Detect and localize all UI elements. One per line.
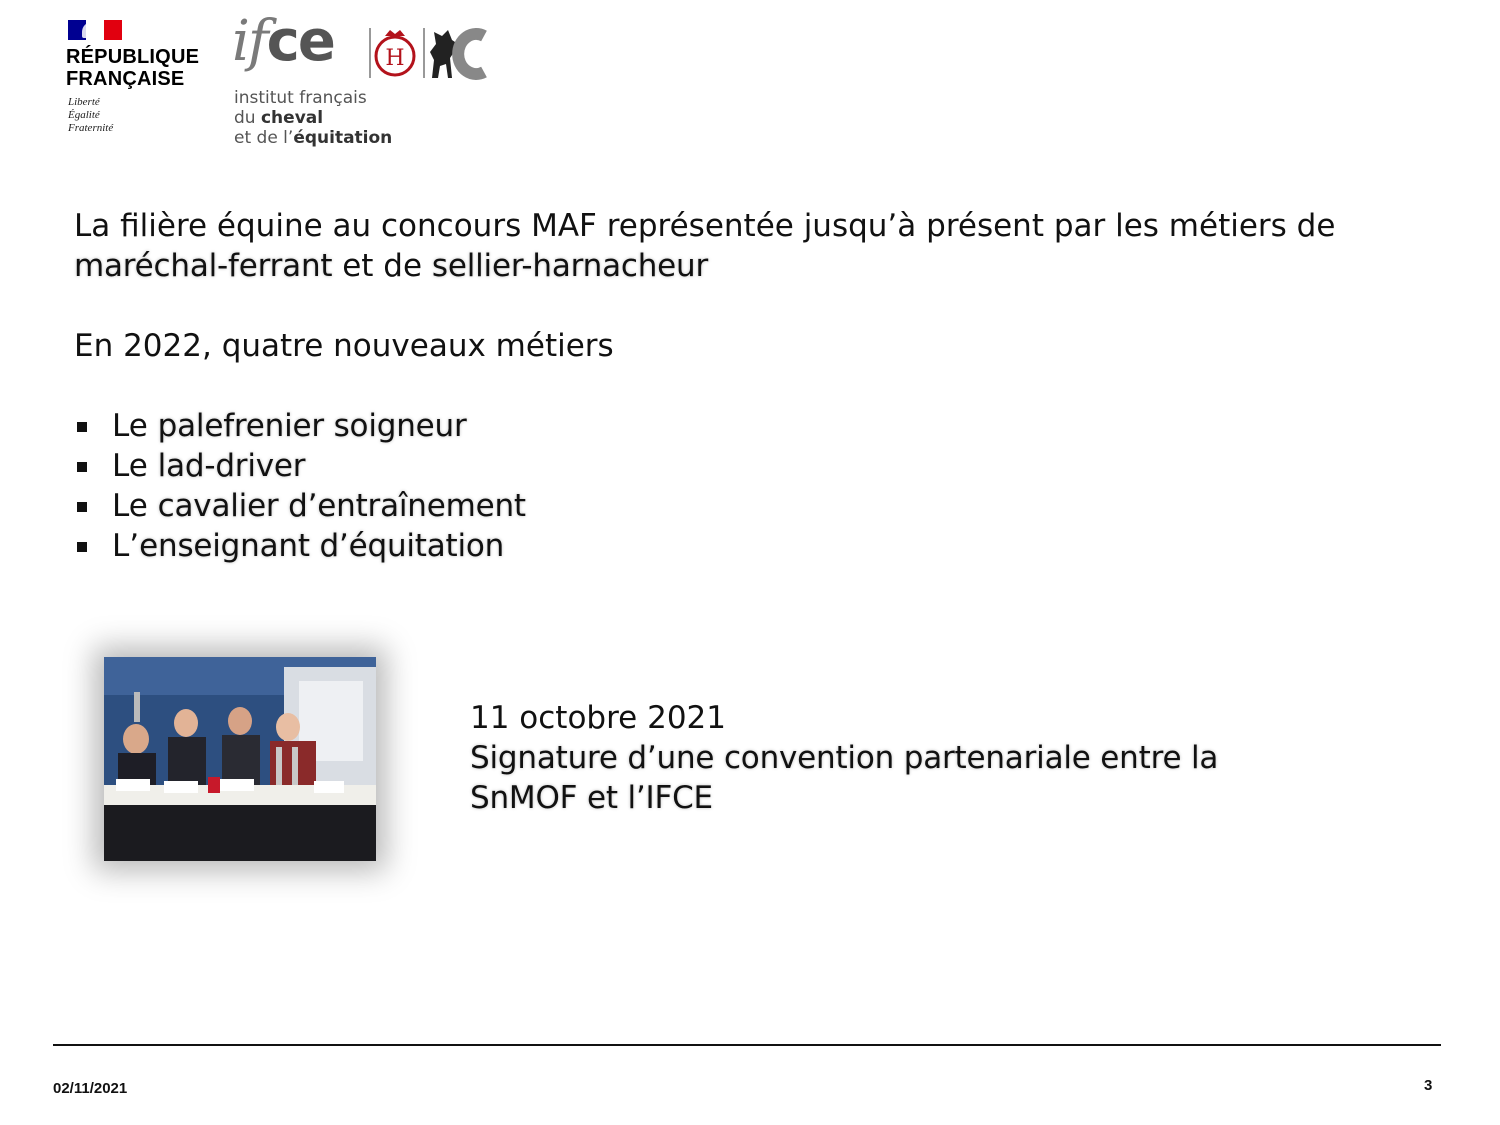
ifce-emblems xyxy=(368,22,494,84)
signing-photo-illustration xyxy=(104,657,376,861)
item-name: enseignant d’équitation xyxy=(139,528,505,564)
signing-photo xyxy=(104,657,376,861)
item-prefix: L’ xyxy=(112,528,140,564)
ifce-line2-bold: cheval xyxy=(260,108,324,128)
ifce-subtitle-line2 xyxy=(234,108,323,128)
ifce-line3-pre: et de l’ xyxy=(234,128,294,148)
motto-egalite: Égalité xyxy=(68,109,100,121)
list-item xyxy=(74,486,526,526)
ifce-line2-pre: du xyxy=(234,108,261,128)
item-prefix: Le xyxy=(112,448,158,484)
item-name: lad-driver xyxy=(157,448,306,484)
flag-red-band xyxy=(104,20,122,40)
motto-liberte: Liberté xyxy=(68,96,100,108)
item-name: palefrenier soigneur xyxy=(157,408,467,444)
trade-sellier-harnacheur: sellier-harnacheur xyxy=(431,248,709,284)
crown-icon xyxy=(385,30,405,36)
ifce-wordmark xyxy=(232,9,334,74)
item-prefix: Le xyxy=(112,488,158,524)
event-description-line1: Signature d’une convention partenariale entre la xyxy=(470,740,1219,776)
bullet-square-icon xyxy=(77,462,87,472)
list-item xyxy=(74,526,526,566)
ifce-subtitle-line3 xyxy=(234,128,392,148)
ifce-line3-bold: équitation xyxy=(293,128,393,148)
ifce-subtitle-line1: institut français xyxy=(234,88,367,108)
list-item xyxy=(74,406,526,446)
bullet-square-icon xyxy=(77,542,87,552)
new-trades-list xyxy=(74,406,526,566)
new-trades-heading: En 2022, quatre nouveaux métiers xyxy=(74,328,614,364)
intro-connector: et de xyxy=(332,248,432,284)
intro-line1: La filière équine au concours MAF représentée jusqu’à présent par les métiers de xyxy=(74,208,1336,244)
republique-line1: RÉPUBLIQUE xyxy=(66,46,200,68)
ifce-wordmark-ce: ce xyxy=(266,9,334,74)
list-item xyxy=(74,446,526,486)
trade-marechal-ferrant: maréchal-ferrant xyxy=(74,248,333,284)
flag-blue-band xyxy=(68,20,86,40)
ifce-wordmark-if: if xyxy=(232,9,267,74)
intro-line2 xyxy=(74,246,708,286)
item-prefix: Le xyxy=(112,408,158,444)
event-date: 11 octobre 2021 xyxy=(470,700,726,736)
footer-divider xyxy=(53,1044,1441,1046)
item-name: cavalier d’entraînement xyxy=(157,488,526,524)
footer-date: 02/11/2021 xyxy=(53,1080,128,1097)
republique-francaise-flag xyxy=(68,20,122,40)
republique-line2: FRANÇAISE xyxy=(66,68,185,90)
bullet-square-icon xyxy=(77,502,87,512)
motto-fraternite: Fraternité xyxy=(68,122,114,134)
ifce-logo xyxy=(232,10,492,150)
page-number: 3 xyxy=(1424,1077,1433,1094)
cadre-noir-c-icon xyxy=(458,34,484,74)
haras-letter: H xyxy=(385,46,405,71)
bullet-square-icon xyxy=(77,422,87,432)
event-description-line2: SnMOF et l’IFCE xyxy=(470,780,713,816)
